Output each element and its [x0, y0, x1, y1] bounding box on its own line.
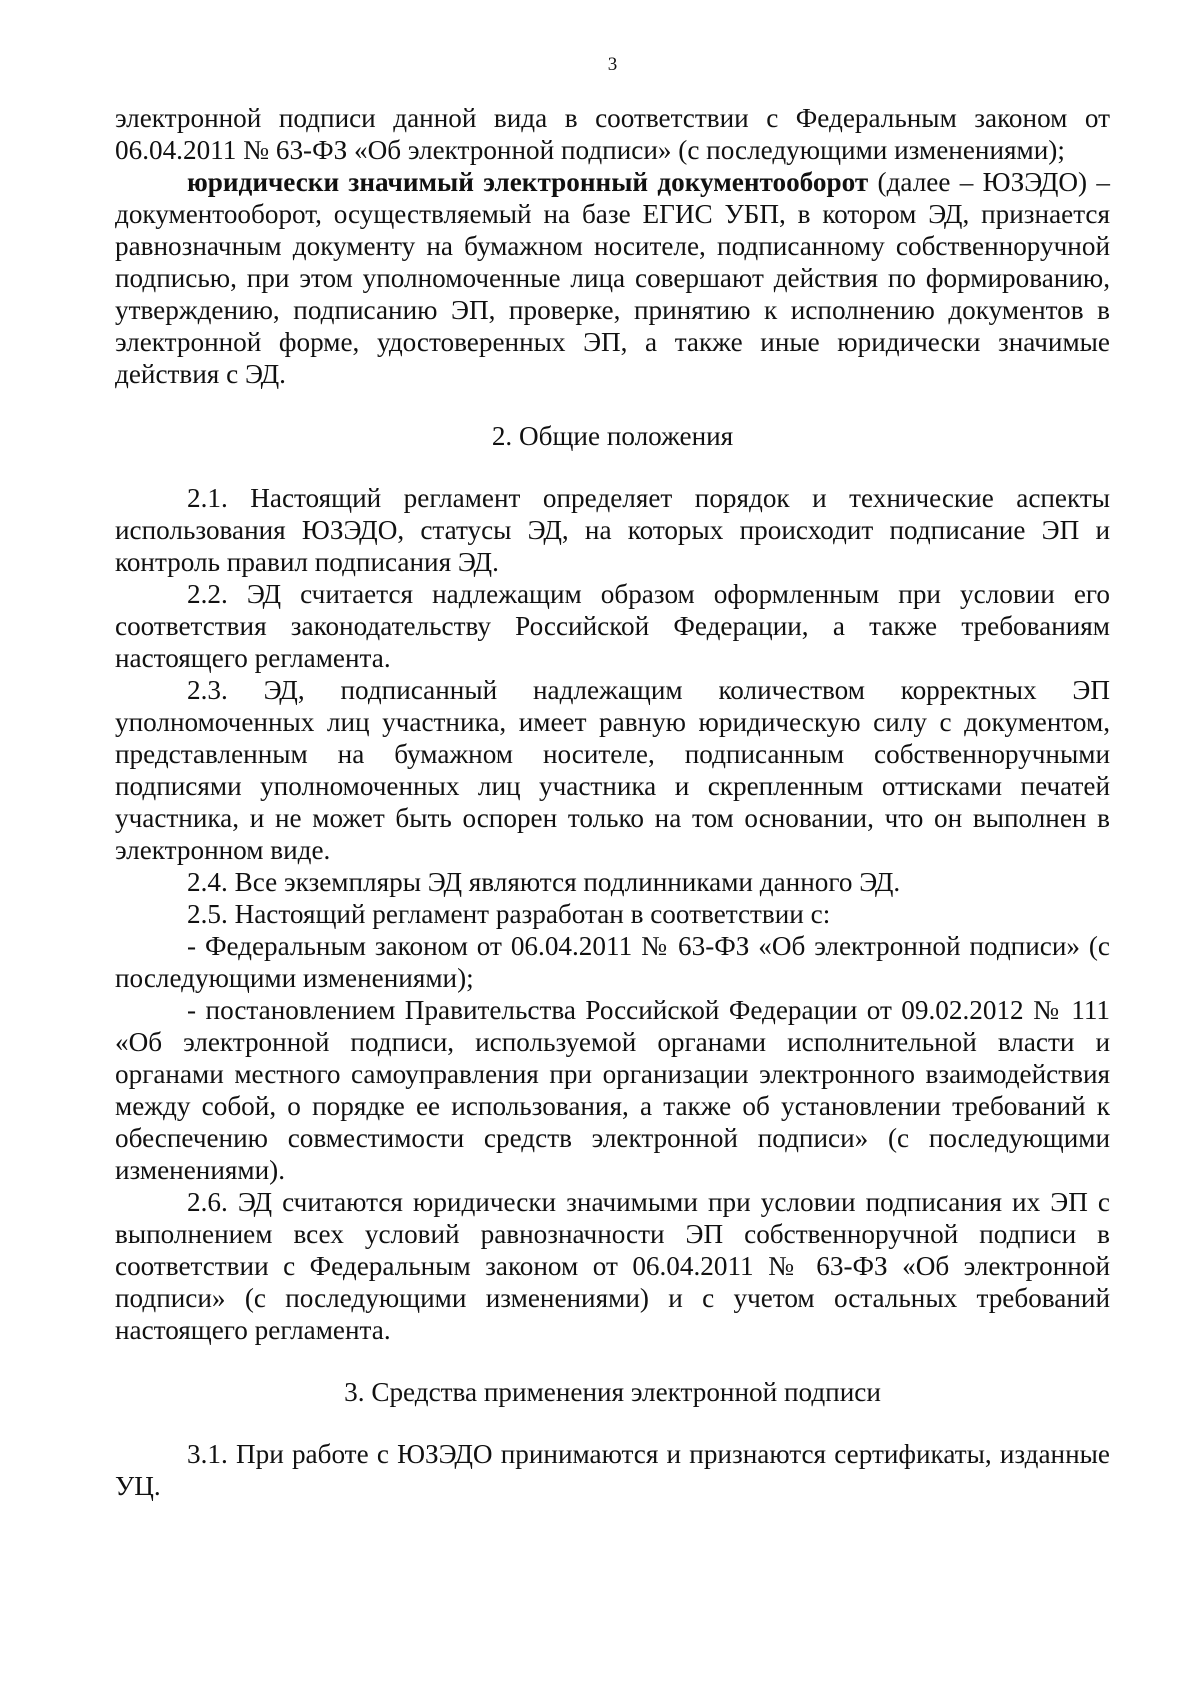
section-2-heading: 2. Общие положения	[491, 421, 734, 451]
clause-2-5-item-1: - Федеральным законом от 06.04.2011 № 63-ФЗ «Об электронной подписи» (с последующими изменениями);	[115, 931, 1110, 993]
section-3-heading: 3. Средства применения электронной подписи	[344, 1377, 881, 1407]
definition-text: (далее – ЮЗЭДО) – документооборот, осуществляемый на базе ЕГИС УБП, в котором ЭД, признается равнозначным документу на бумажном носителе, подписанному собственноручной подписью, при этом уполномоченные лица совершают действия по формированию, утверждению, подписанию ЭП, проверке, принятию к исполнению документов в электронной форме, удостоверенных ЭП, а также иные юридически значимые действия с ЭД.	[115, 167, 1111, 389]
definition-paragraph	[115, 166, 1110, 390]
clause-2-4: 2.4. Все экземпляры ЭД являются подлинниками данного ЭД.	[187, 867, 901, 897]
clause-3-1: 3.1. При работе с ЮЗЭДО принимаются и признаются сертификаты, изданные УЦ.	[115, 1439, 1110, 1501]
document-page	[115, 0, 1110, 1698]
document-body	[115, 102, 1110, 1502]
clause-2-1: 2.1. Настоящий регламент определяет порядок и технические аспекты использования ЮЗЭДО, статусы ЭД, на которых происходит подписание ЭП и контроль правил подписания ЭД.	[115, 483, 1110, 577]
page-number: 3	[607, 54, 618, 75]
clause-2-2: 2.2. ЭД считается надлежащим образом оформленным при условии его соответствия законодательству Российской Федерации, а также требованиям настоящего регламента.	[115, 579, 1110, 673]
clause-2-5: 2.5. Настоящий регламент разработан в соответствии с:	[187, 899, 831, 929]
clause-2-3: 2.3. ЭД, подписанный надлежащим количеством корректных ЭП уполномоченных лиц участника, имеет равную юридическую силу с документом, представленным на бумажном носителе, подписанным собственноручными подписями уполномоченных лиц участника и скрепленным оттисками печатей участника, и не может быть оспорен только на том основании, что он выполнен в электронном виде.	[115, 675, 1110, 865]
clause-2-5-item-2: - постановлением Правительства Российской Федерации от 09.02.2012 № 111 «Об электронной подписи, используемой органами исполнительной власти и органами местного самоуправления при организации электронного взаимодействия между собой, о порядке ее использования, а также об установлении требований к обеспечению совместимости средств электронной подписи» (с последующими изменениями).	[115, 995, 1110, 1185]
intro-continuation: электронной подписи данной вида в соответствии с Федеральным законом от 06.04.2011 № 63-ФЗ «Об электронной подписи» (с последующими изменениями);	[115, 103, 1110, 165]
definition-term: юридически значимый электронный документооборот	[187, 167, 869, 197]
clause-2-6: 2.6. ЭД считаются юридически значимыми при условии подписания их ЭП с выполнением всех условий равнозначности ЭП собственноручной подписи в соответствии с Федеральным законом от 06.04.2011 № 63-ФЗ «Об электронной подписи» (с последующими изменениями) и с учетом остальных требований настоящего регламента.	[115, 1187, 1110, 1345]
